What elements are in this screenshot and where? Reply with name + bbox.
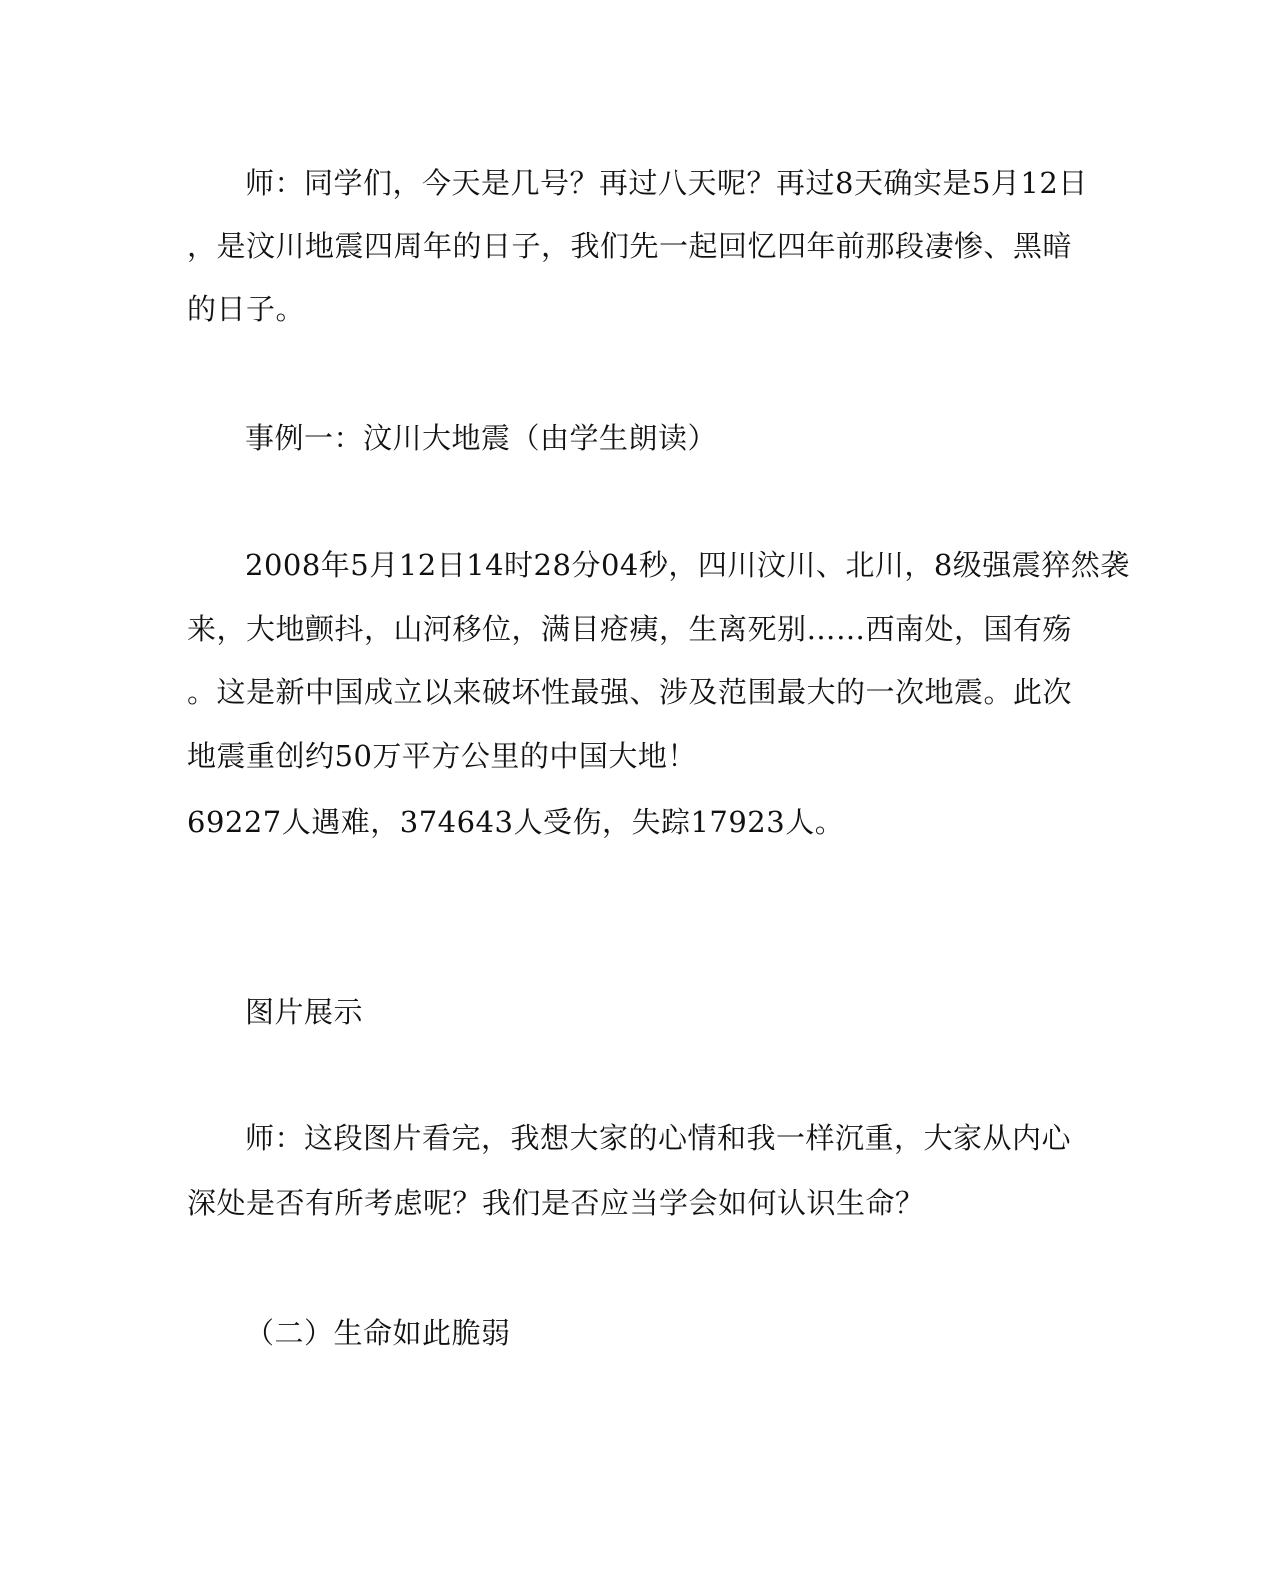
paragraph-2-line-3: 。这是新中国成立以来破坏性最强、涉及范围最大的一次地震。此次 bbox=[187, 675, 1073, 709]
picture-heading: 图片展示 bbox=[245, 995, 364, 1029]
paragraph-3-line-1: 师：这段图片看完，我想大家的心情和我一样沉重，大家从内心 bbox=[245, 1121, 1072, 1155]
example-heading: 事例一：汶川大地震（由学生朗读） bbox=[245, 421, 718, 455]
paragraph-2-line-5: 69227人遇难，374643人受伤，失踪17923人。 bbox=[187, 805, 845, 839]
paragraph-2-line-2: 来，大地颤抖，山河移位，满目疮痍，生离死别……西南处，国有殇 bbox=[187, 612, 1073, 646]
paragraph-2-line-4: 地震重创约50万平方公里的中国大地！ bbox=[187, 739, 697, 773]
paragraph-1-line-1: 师：同学们，今天是几号？再过八天呢？再过8天确实是5月12日 bbox=[245, 166, 1088, 200]
paragraph-2-line-1: 2008年5月12日14时28分04秒，四川汶川、北川，8级强震猝然袭 bbox=[245, 548, 1130, 582]
paragraph-1-line-3: 的日子。 bbox=[187, 292, 306, 326]
paragraph-3-line-2: 深处是否有所考虑呢？我们是否应当学会如何认识生命？ bbox=[187, 1186, 925, 1220]
paragraph-1-line-2: ，是汶川地震四周年的日子，我们先一起回忆四年前那段凄惨、黑暗 bbox=[187, 229, 1073, 263]
section-heading: （二）生命如此脆弱 bbox=[245, 1316, 511, 1350]
